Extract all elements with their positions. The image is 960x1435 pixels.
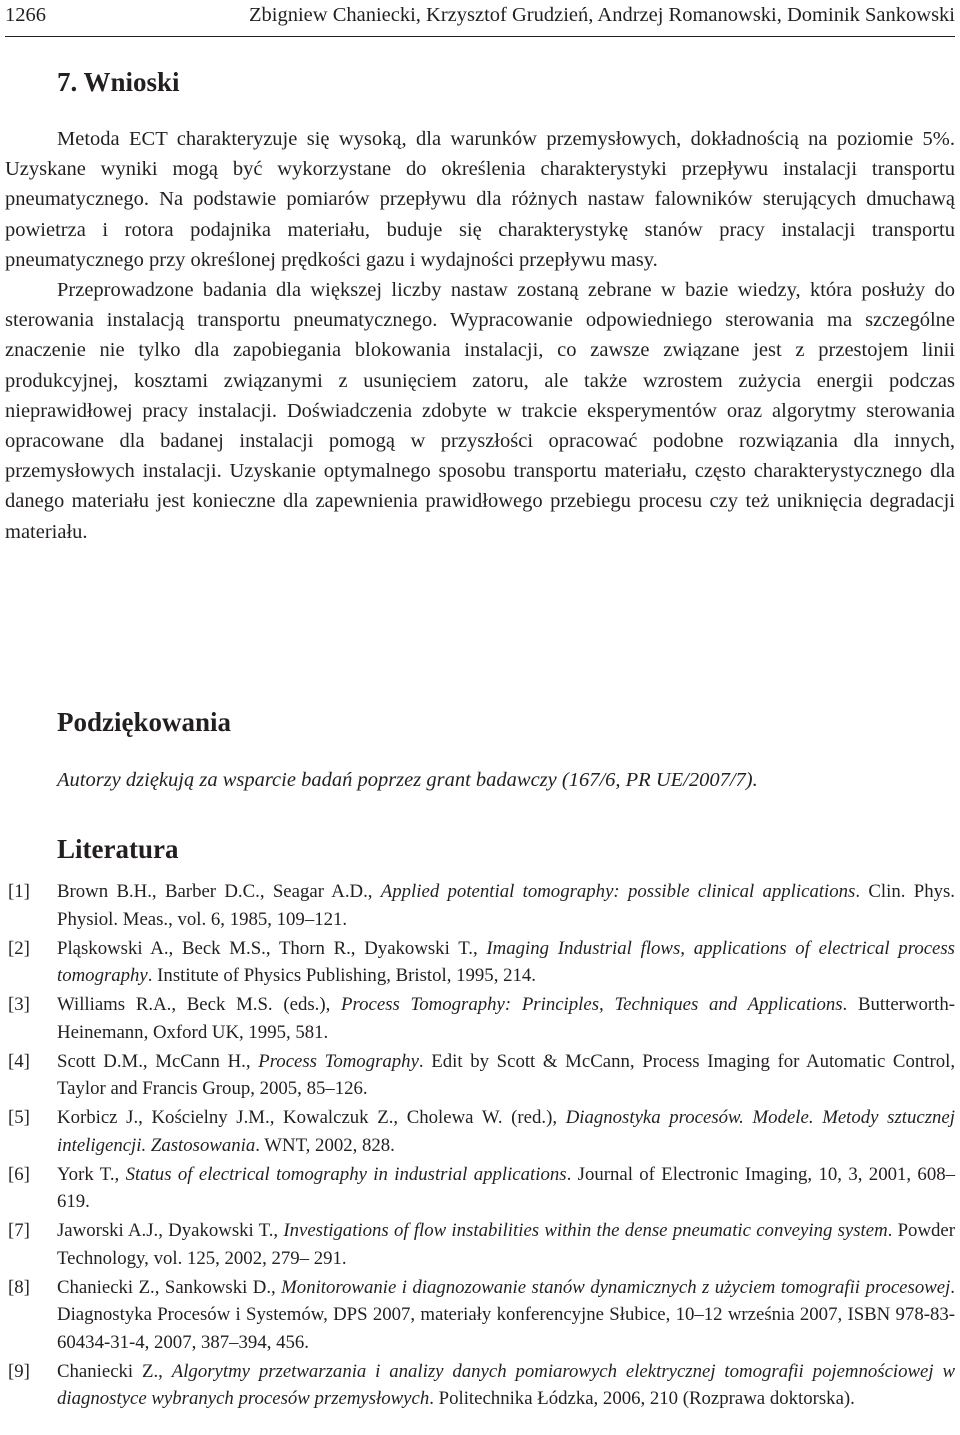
reference-authors: Chaniecki Z., Sankowski D., (57, 1276, 282, 1298)
reference-title: Monitorowanie i diagnozowanie stanów dynamicznych z użyciem tomografii procesowej (281, 1276, 951, 1298)
conclusions-body (5, 124, 955, 547)
reference-authors: Jaworski A.J., Dyakowski T., (57, 1220, 284, 1241)
reference-text (57, 1277, 955, 1353)
reference-number: [4] (8, 1050, 30, 1072)
reference-authors: Korbicz J., Kościelny J.M., Kowalczuk Z., Cholewa W. (red.), (57, 1107, 566, 1128)
reference-details: . Politechnika Łódzka, 2006, 210 (Rozprawa doktorska). (429, 1388, 855, 1409)
reference-number: [8] (8, 1276, 30, 1298)
reference-text (57, 881, 955, 930)
reference-item (5, 935, 955, 990)
reference-details: . WNT, 2002, 828. (255, 1134, 395, 1156)
reference-details: . Diagnostyka Procesów i Systemów, DPS 2007, materiały konferencyjne Słubice, 10–12 września 2007, ISBN 978-83-60434-31-4, 2007, 387–394, 456. (57, 1276, 955, 1353)
section-title-acknowledgements: Podziękowania (57, 707, 232, 737)
reference-title: Algorytmy przetwarzania i analizy danych pomiarowych elektrycznej tomografii pojemnościowej w diagnostyce wybranych procesów przemysłowych (57, 1360, 955, 1409)
reference-title: Diagnostyka procesów. Modele. Metody sztucznej inteligencji. Zastosowania (57, 1107, 955, 1156)
reference-details: . Journal of Electronic Imaging, 10, 3, 2001, 608–619. (57, 1163, 955, 1212)
reference-authors: Pląskowski A., Beck M.S., Thorn R., Dyakowski T., (57, 937, 487, 959)
reference-item (5, 878, 955, 933)
reference-number: [5] (8, 1107, 30, 1128)
reference-number: [2] (8, 937, 30, 959)
reference-item (5, 1048, 955, 1103)
running-header (5, 2, 955, 37)
reference-item (5, 1358, 955, 1413)
reference-item (5, 1274, 955, 1357)
reference-item (5, 991, 955, 1046)
reference-details: . Clin. Phys. Physiol. Meas., vol. 6, 1985, 109–121. (57, 881, 955, 930)
reference-details: . Butterworth-Heinemann, Oxford UK, 1995, 581. (57, 994, 955, 1043)
reference-number: [9] (8, 1360, 30, 1382)
reference-item (5, 1161, 955, 1216)
page-number: 1266 (5, 4, 46, 26)
reference-title: Imaging Industrial flows, applications of electrical process tomography (57, 937, 955, 986)
paragraph: Metoda ECT charakteryzuje się wysoką, dla warunków przemysłowych, dokładnością na poziomie 5%. Uzyskane wyniki mogą być wykorzystane do określenia charakterystyki przepływu instalacji transportu pneumatycznego. Na podstawie pomiarów przepływu dla różnych nastaw falowników sterujących dmuchawą powietrza i rotora podajnika materiału, buduje się charakterystykę stanów pracy instalacji transportu pneumatycznego przy określonej prędkości gazu i wydajności przepływu masy. (5, 128, 955, 271)
reference-details: . Institute of Physics Publishing, Bristol, 1995, 214. (147, 965, 536, 986)
reference-item (5, 1104, 955, 1159)
reference-text (57, 1051, 955, 1100)
reference-text (57, 1164, 955, 1213)
reference-details: . Powder Technology, vol. 125, 2002, 279– 291. (57, 1220, 955, 1269)
reference-text (57, 1361, 955, 1410)
running-header-authors: Zbigniew Chaniecki, Krzysztof Grudzień, Andrzej Romanowski, Dominik Sankowski (249, 4, 955, 26)
reference-title: Process Tomography: Principles, Techniques and Applications (341, 994, 843, 1015)
reference-authors: Brown B.H., Barber D.C., Seagar A.D., (57, 881, 381, 902)
reference-details: . Edit by Scott & McCann, Process Imaging for Automatic Control, Taylor and Francis Group, 2005, 85–126. (57, 1050, 956, 1099)
reference-title: Process Tomography (258, 1050, 419, 1072)
paragraph: Przeprowadzone badania dla większej liczby nastaw zostaną zebrane w bazie wiedzy, która posłuży do sterowania instalacją transportu pneumatycznego. Wypracowanie odpowiedniego sterowania ma szczególne znaczenie nie tylko dla zapobiegania blokowania instalacji, co zawsze związane jest z przestojem linii produkcyjnej, kosztami związanymi z usunięciem zatoru, ale także wzrostem zużycia energii podczas nieprawidłowej pracy instalacji. Doświadczenia zdobyte w trakcie eksperymentów oraz algorytmy sterowania opracowane dla badanej instalacji pomogą w przyszłości opracować podobne rozwiązania dla innych, przemysłowych instalacji. Uzyskanie optymalnego sposobu transportu materiału, często charakterystycznego dla danego materiału jest konieczne dla zapewnienia prawidłowego przebiegu procesu czy też uniknięcia degradacji materiału. (5, 279, 955, 543)
acknowledgements-text: Autorzy dziękują za wsparcie badań poprzez grant badawczy (167/6, PR UE/2007/7). (57, 769, 758, 791)
reference-title: Applied potential tomography: possible clinical applications (380, 881, 856, 902)
reference-item (5, 1217, 955, 1272)
reference-text (57, 1220, 955, 1269)
section-title-literature: Literatura (57, 834, 179, 864)
reference-authors: York T., (57, 1163, 126, 1185)
reference-authors: Chaniecki Z., (57, 1360, 172, 1382)
reference-title: Status of electrical tomography in industrial applications (125, 1163, 567, 1185)
reference-authors: Scott D.M., McCann H., (57, 1050, 259, 1072)
reference-title: Investigations of flow instabilities within the dense pneumatic conveying system (283, 1220, 888, 1241)
reference-text (57, 1107, 955, 1156)
section-title-conclusions: 7. Wnioski (57, 67, 180, 97)
reference-text (57, 994, 955, 1043)
reference-number: [1] (8, 881, 30, 902)
reference-list (5, 878, 955, 1414)
reference-number: [7] (8, 1220, 30, 1241)
reference-authors: Williams R.A., Beck M.S. (eds.), (57, 994, 342, 1015)
reference-text (57, 938, 955, 987)
reference-number: [3] (8, 994, 30, 1015)
reference-number: [6] (8, 1163, 30, 1185)
